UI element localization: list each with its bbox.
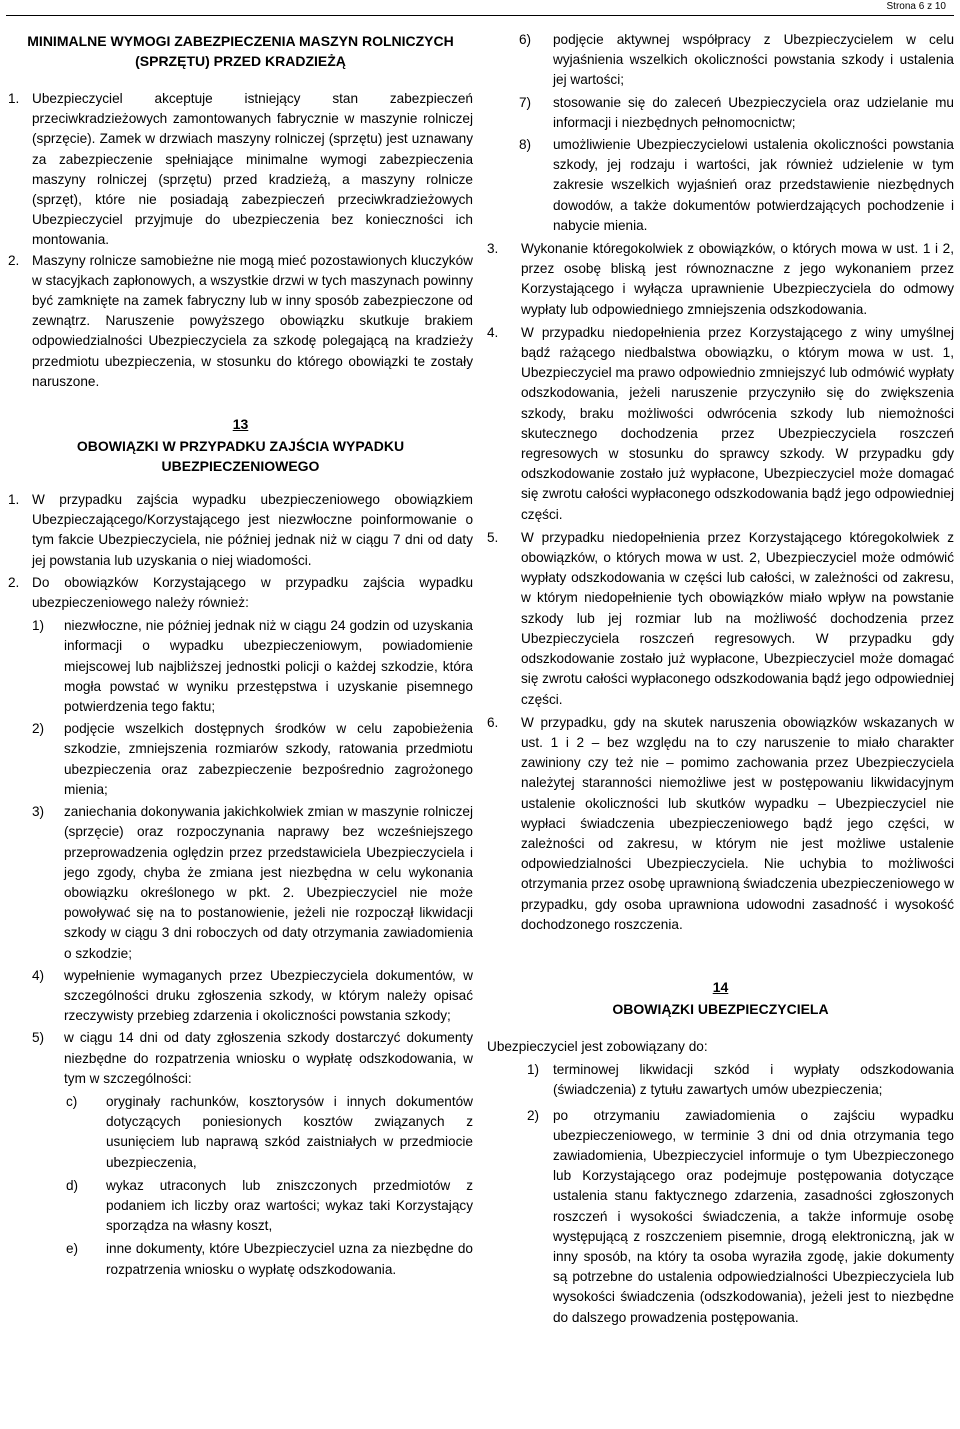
list-item [8, 573, 473, 613]
sub-item-number: 2) [32, 721, 45, 737]
sub-sub-item-letter: c) [66, 1093, 78, 1109]
sub-sub-item-text: inne dokumenty, które Ubezpieczyciel uzna za niezbędne do rozpatrzenia wniosku o wypłatę odszkodowania. [106, 1241, 473, 1277]
sub-sub-item [8, 1176, 473, 1237]
sub-item-text: niezwłoczne, nie później jednak niż w ciągu 24 godzin od uzyskania informacji o wypadku ubezpieczeniowym, powiadomienie miejscowej lub najbliższej jednostki policji o każdej szkodzie, która mogła powstać w wyniku przestępstwa i uzyskanie pisemnego potwierdzenia tego faktu; [64, 618, 473, 715]
item-text: Maszyny rolnicze samobieżne nie mogą mieć pozostawionych kluczyków w stacyjkach zapłonowych, a wszystkie drzwi w tych maszynach powinny być zamknięte na zamek fabryczny lub w inny sposób zabezpieczone od zewnątrz. Naruszenie powyższego obowiązku skutkuje brakiem odpowiedzialności Ubezpieczyciela za szkodę polegającą na kradzieży przedmiotu ubezpieczenia, w stosunku do którego obowiązki te zostały naruszone. [32, 252, 473, 389]
item-text: W przypadku niedopełnienia przez Korzystającego z winy umyślnej bądź rażącego niedbalstwa obowiązku, o którym mowa w ust. 1, Ubezpieczyciel ma prawo odpowiednio zmniejszyć lub odmówić wypłaty odszkodowania, jeżeli naruszenie przyczyniło się do zwiększenia szkody, braku możliwości odwrócenia szkody lub niemożności skutecznego dochodzenia przez Ubezpieczyciela roszczeń regresowych w stosunku do sprawcy szkody. W przypadku gdy odszkodowanie zostało już wypłacone, Ubezpieczyciel może domagać się zwrotu całości wypłaconego odszkodowania bądź jego odpowiedniej części. [521, 324, 955, 522]
document-title: MINIMALNE WYMOGI ZABEZPIECZENIA MASZYN ROLNICZYCH (SPRZĘTU) PRZED KRADZIEŻĄ [27, 33, 454, 69]
sub-item-number: 1) [527, 1062, 540, 1078]
section-title: OBOWIĄZKI UBEZPIECZYCIELA [612, 1000, 829, 1017]
section-title: OBOWIĄZKI W PRZYPADKU ZAJŚCIA WYPADKU UBEZPIECZENIOWEGO [76, 438, 405, 475]
sub-item-text: wypełnienie wymaganych przez Ubezpieczyciela dokumentów, w szczególności druku zgłoszenia szkody, w którym należy opisać rzeczywisty przebieg zdarzenia i okoliczności powstania szkody; [64, 967, 473, 1024]
sub-item [8, 719, 473, 800]
list-item [8, 490, 473, 571]
item-number: 5. [487, 529, 499, 545]
list-item [487, 239, 954, 320]
sub-item [487, 1060, 954, 1100]
sub-sub-item-letter: d) [66, 1177, 79, 1193]
list-item [487, 528, 954, 710]
list-item [8, 89, 473, 251]
sub-item [487, 1106, 954, 1328]
sub-item-text: po otrzymaniu zawiadomienia o zajściu wypadku ubezpieczeniowego, w terminie 3 dni od dnia otrzymania tego zawiadomienia, Ubezpieczyciel informuje o tym Ubezpieczonego lub Korzystającego oraz podejmuje postępowania dotyczące ustalenia stanu faktycznego zdarzenia, zasadności zgłoszonych roszczeń i wysokości świadczenia, a także informuje osobę występującą z roszczeniem pisemnie, drogą elektroniczną, jak w inny sposób, na który ta osoba wyraziła zgodę, jakie dokumenty są potrzebne do ustalenia odpowiedzialności Ubezpieczyciela lub wysokości świadczenia (odszkodowania), jeżeli jest to niezbędne do dalszego prowadzenia postępowania. [553, 1107, 954, 1325]
sub-sub-item [8, 1239, 473, 1279]
sub-item [8, 1028, 473, 1089]
item-number: 2. [8, 574, 20, 590]
sub-item [487, 135, 954, 236]
sub-item [8, 802, 473, 964]
page-number: Strona 6 z 10 [886, 1, 946, 12]
item-number: 2. [8, 252, 20, 268]
header-rule [6, 15, 954, 16]
sub-item [487, 30, 954, 91]
sub-item [8, 616, 473, 717]
item-text: Ubezpieczyciel akceptuje istniejący stan zabezpieczeń przeciwkradzieżowych zamontowanych fabrycznie w maszynie rolniczej (sprzęcie). Zamek w drzwiach maszyny rolniczej (sprzętu) jest uznawany za zabezpieczenie spełniające minimalne wymogi zabezpieczenia maszyny rolniczej (sprzętu) przed kradzieżą, a maszyny rolnicze (sprzęt), które nie posiadają zabezpieczeń przeciwkradzieżowych Ubezpieczyciel przyjmuje do ubezpieczenia bez konieczności ich montowania. [32, 91, 473, 248]
sub-item-number: 4) [32, 967, 45, 983]
sub-item [487, 93, 954, 133]
sub-item-text: umożliwienie Ubezpieczycielowi ustalenia okoliczności powstania szkody, jej rodzaju i wartości, jak również udzielenie w tym zakresie wszelkich wyjaśnień oraz przedstawienie niezbędnych dowodów, a także dokumentów potwierdzających pochodzenie i nabycie mienia. [553, 137, 954, 233]
section-intro: Ubezpieczyciel jest zobowiązany do: [487, 1038, 708, 1054]
sub-item-number: 5) [32, 1030, 45, 1046]
item-number: 3. [487, 241, 499, 257]
item-text: Do obowiązków Korzystającego w przypadku zajścia wypadku ubezpieczeniowego należy również: [32, 574, 473, 611]
item-number: 1. [8, 91, 20, 106]
item-text: W przypadku, gdy na skutek naruszenia obowiązków wskazanych w ust. 1 i 2 – bez względu na to czy naruszenie to miało charakter zawiniony czy też nie – pomimo zachowania przez Ubezpieczyciela należytej staranności niemożliwe jest w postępowaniu likwidacyjnym ustalenie okoliczności lub skutków wypadku – Ubezpieczyciel nie wypłaci świadczenia ubezpieczeniowego bądź jego części, w zależności od zakresu, w którym nie jest możliwe ustalenie odpowiedzialności Ubezpieczyciela. Nie uchybia to możliwości otrzymania przez osobę uprawnioną świadczenia ubezpieczeniowego w przypadku, gdy osoba uprawniona udowodni zasadność i wysokość dochodzonego roszczenia. [521, 714, 954, 932]
sub-item-number: 8) [519, 137, 532, 153]
sub-item-number: 3) [32, 804, 45, 820]
sub-item-number: 7) [519, 94, 532, 110]
section-heading-14 [487, 977, 954, 1019]
item-text: W przypadku niedopełnienia przez Korzystającego któregokolwiek z obowiązków, o których mowa w ust. 2, Ubezpieczyciel może odmówić wypłaty odszkodowania w części lub całości, w zależności od zakresu, w którym niedopełnienie tych obowiązków miało wpływ na powstanie szkody lub jej rozmiar lub na możliwość dochodzenia przez Ubezpieczyciela roszczeń regresowych. W przypadku gdy odszkodowanie zostało już wypłacone, Ubezpieczyciel może domagać się zwrotu całości wypłaconego odszkodowania bądź jego odpowiedniej części. [521, 529, 955, 707]
sub-sub-item-text: oryginały rachunków, kosztorysów i innych dokumentów dotyczących poniesionych kosztów związanych z usunięciem lub naprawą szkód zaistniałych w przedmiocie ubezpieczenia, [106, 1093, 473, 1170]
sub-item-text: terminowej likwidacji szkód i wypłaty odszkodowania (świadczenia) z tytułu zawartych umów ubezpieczenia; [553, 1062, 954, 1098]
left-column [8, 30, 473, 1280]
sub-sub-item-text: wykaz utraconych lub zniszczonych przedmiotów z podaniem ich liczby oraz wartości; wykaz taki Korzystający sporządza na własny koszt, [106, 1177, 473, 1234]
section-number: 13 [232, 416, 249, 433]
item-number: 6. [487, 714, 499, 730]
sub-item-number: 6) [519, 32, 532, 47]
sub-item-number: 2) [527, 1107, 540, 1123]
list-item [487, 713, 954, 935]
sub-item-text: stosowanie się do zaleceń Ubezpieczyciela oraz udzielanie mu informacji i niezbędnych pełnomocnictw; [553, 94, 954, 130]
right-column [487, 30, 954, 1328]
item-number: 1. [8, 492, 20, 508]
sub-item-text: zaniechania dokonywania jakichkolwiek zmian w maszynie rolniczej (sprzęcie) oraz rozpoczynania naprawy bez wcześniejszego przeprowadzenia oględzin przez przedstawiciela Ubezpieczyciela i jego zgody, chyba że zmiana jest niezbędna w celu wykonania obowiązku określonego w pkt. 2. Ubezpieczyciel nie może powoływać się na to postanowienie, jeżeli nie rozpoczął likwidacji szkody w ciągu 3 dni roboczych od daty otrzymania zawiadomienia o szkodzie; [64, 804, 473, 961]
sub-sub-item-letter: e) [66, 1241, 79, 1257]
sub-item [8, 966, 473, 1027]
sub-item-text: w ciągu 14 dni od daty zgłoszenia szkody dostarczyć dokumenty niezbędne do rozpatrzenia wniosku o wypłatę odszkodowania, w tym w szczególności: [64, 1030, 473, 1086]
sub-sub-item [8, 1092, 473, 1173]
sub-item-text: podjęcie aktywnej współpracy z Ubezpieczycielem w celu wyjaśnienia wszelkich okoliczności powstania szkody i ustalenia jej wartości; [553, 32, 954, 88]
item-text: Wykonanie któregokolwiek z obowiązków, o których mowa w ust. 1 i 2, przez osobę bliską jest równoznaczne z jego wykonaniem przez Korzystającego i wyłącza uprawnienie Ubezpieczyciela do odmowy wypłaty lub odpowiedniego zmniejszenia odszkodowania. [521, 241, 954, 317]
sub-item-number: 1) [32, 618, 45, 634]
list-item [487, 323, 954, 525]
list-item [8, 251, 473, 392]
section-heading-13 [8, 414, 473, 476]
sub-item-text: podjęcie wszelkich dostępnych środków w celu zapobieżenia szkodzie, zmniejszenia rozmiarów szkody, ratowania przedmiotu ubezpieczenia oraz zabezpieczenie bezpośrednio zagrożonego mienia; [64, 721, 473, 797]
section-number: 14 [712, 978, 729, 995]
item-text: W przypadku zajścia wypadku ubezpieczeniowego obowiązkiem Ubezpieczającego/Korzystającego jest niezwłoczne poinformowanie o tym fakcie Ubezpieczyciela, nie później jednak niż w ciągu 7 dni od daty jej powstania lub uzyskania o niej wiadomości. [32, 492, 473, 568]
item-number: 4. [487, 324, 499, 340]
